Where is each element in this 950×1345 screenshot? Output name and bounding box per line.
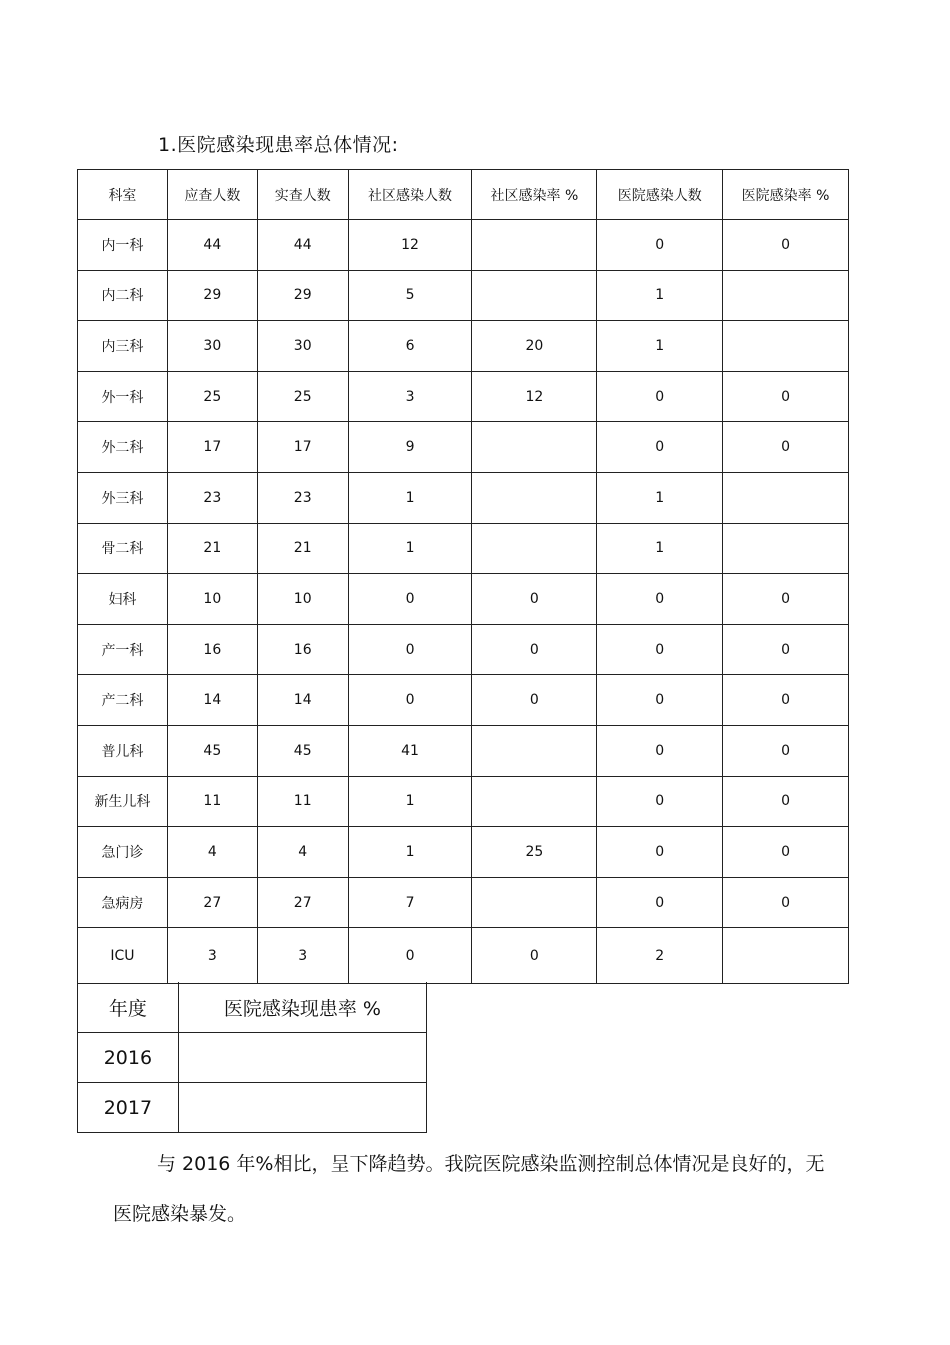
- table-cell: 1: [348, 776, 472, 827]
- department-cell: 产二科: [78, 675, 168, 726]
- table-cell: 1: [597, 523, 723, 574]
- table-cell: 16: [167, 624, 257, 675]
- table-cell: 4: [167, 827, 257, 878]
- col-header-actual: 实查人数: [257, 170, 348, 220]
- table-cell: [723, 270, 849, 321]
- table-cell: 25: [167, 371, 257, 422]
- table-cell: 0: [597, 422, 723, 473]
- table-cell: 0: [472, 675, 597, 726]
- table-cell: 11: [167, 776, 257, 827]
- table-cell: 0: [597, 725, 723, 776]
- department-cell: 外三科: [78, 472, 168, 523]
- table-cell: 0: [597, 877, 723, 928]
- table-cell: 23: [257, 472, 348, 523]
- table-cell: 27: [167, 877, 257, 928]
- table-cell: 0: [723, 574, 849, 625]
- table-cell: 0: [597, 776, 723, 827]
- table-cell: 2017: [78, 1083, 179, 1133]
- table-cell: 0: [472, 624, 597, 675]
- section-heading: 1.医院感染现患率总体情况:: [158, 134, 399, 156]
- department-cell: 外二科: [78, 422, 168, 473]
- table-cell: 0: [472, 928, 597, 984]
- table-cell: 23: [167, 472, 257, 523]
- table-cell: 44: [167, 220, 257, 271]
- table-cell: 0: [723, 371, 849, 422]
- col-header-department: 科室: [78, 170, 168, 220]
- table-cell: 30: [167, 321, 257, 372]
- table-row: [78, 725, 849, 776]
- table-row: [78, 928, 849, 984]
- summary-paragraph: 与 2016 年%相比，呈下降趋势。我院医院感染监测控制总体情况是良好的，无医院感染暴发。: [113, 1153, 825, 1225]
- table-row: [78, 574, 849, 625]
- table-cell: 3: [167, 928, 257, 984]
- table-cell: 1: [348, 827, 472, 878]
- table-row: [78, 321, 849, 372]
- table-cell: 0: [723, 220, 849, 271]
- table-cell: 0: [597, 220, 723, 271]
- table-cell: 12: [348, 220, 472, 271]
- table-row: [78, 776, 849, 827]
- table-row: [78, 877, 849, 928]
- table-header-row: [78, 170, 849, 220]
- table-cell: 0: [723, 675, 849, 726]
- table-cell: [723, 523, 849, 574]
- table-cell: 0: [723, 827, 849, 878]
- table-cell: 25: [257, 371, 348, 422]
- table-row: [78, 1083, 427, 1133]
- department-cell: 内三科: [78, 321, 168, 372]
- table-cell: 6: [348, 321, 472, 372]
- table-header-row: [78, 982, 427, 1033]
- col-header-community-rate: 社区感染率 %: [472, 170, 597, 220]
- table-cell: 25: [472, 827, 597, 878]
- table-cell: 0: [723, 725, 849, 776]
- table-cell: 10: [257, 574, 348, 625]
- table-cell: 16: [257, 624, 348, 675]
- table-cell: 20: [472, 321, 597, 372]
- department-cell: 内二科: [78, 270, 168, 321]
- table-cell: 9: [348, 422, 472, 473]
- table-cell: 3: [257, 928, 348, 984]
- table-cell: [178, 1083, 426, 1133]
- table-cell: [723, 472, 849, 523]
- table-cell: 0: [597, 371, 723, 422]
- col-header-hospital-rate: 医院感染率 %: [723, 170, 849, 220]
- table-cell: 1: [597, 270, 723, 321]
- col-header-expected: 应查人数: [167, 170, 257, 220]
- department-cell: 急门诊: [78, 827, 168, 878]
- table-cell: [723, 321, 849, 372]
- table-cell: 45: [257, 725, 348, 776]
- department-cell: ICU: [78, 928, 168, 984]
- department-cell: 产一科: [78, 624, 168, 675]
- table-cell: 3: [348, 371, 472, 422]
- table-cell: 0: [723, 776, 849, 827]
- table-cell: 41: [348, 725, 472, 776]
- table-cell: 0: [723, 624, 849, 675]
- infection-rate-table: [77, 169, 849, 984]
- table-cell: 0: [597, 574, 723, 625]
- table-cell: 2: [597, 928, 723, 984]
- table-cell: [472, 472, 597, 523]
- department-cell: 骨二科: [78, 523, 168, 574]
- table-cell: 27: [257, 877, 348, 928]
- table-cell: 14: [257, 675, 348, 726]
- table-cell: 17: [167, 422, 257, 473]
- table-cell: 30: [257, 321, 348, 372]
- table-row: [78, 827, 849, 878]
- department-cell: 普儿科: [78, 725, 168, 776]
- department-cell: 妇科: [78, 574, 168, 625]
- table-cell: 11: [257, 776, 348, 827]
- table-row: [78, 220, 849, 271]
- table-cell: [472, 270, 597, 321]
- table-cell: 14: [167, 675, 257, 726]
- table-cell: 1: [348, 472, 472, 523]
- department-cell: 急病房: [78, 877, 168, 928]
- col-header-community-count: 社区感染人数: [348, 170, 472, 220]
- table-cell: 1: [348, 523, 472, 574]
- table-row: [78, 270, 849, 321]
- table-row: [78, 422, 849, 473]
- table-cell: 21: [167, 523, 257, 574]
- table-cell: 0: [348, 928, 472, 984]
- table-cell: 12: [472, 371, 597, 422]
- table-cell: 0: [348, 574, 472, 625]
- table-cell: 0: [348, 624, 472, 675]
- table-cell: 1: [597, 472, 723, 523]
- department-cell: 外一科: [78, 371, 168, 422]
- table-cell: 10: [167, 574, 257, 625]
- table-cell: 0: [348, 675, 472, 726]
- table-cell: 29: [167, 270, 257, 321]
- col-header-year: 年度: [78, 982, 179, 1033]
- table-row: [78, 523, 849, 574]
- table-cell: [178, 1033, 426, 1083]
- table-cell: 7: [348, 877, 472, 928]
- col-header-rate: 医院感染现患率 %: [178, 982, 426, 1033]
- table-cell: [472, 422, 597, 473]
- table-cell: [472, 877, 597, 928]
- department-cell: 新生儿科: [78, 776, 168, 827]
- table-cell: 4: [257, 827, 348, 878]
- table-cell: 1: [597, 321, 723, 372]
- table-row: [78, 371, 849, 422]
- table-cell: [472, 725, 597, 776]
- table-cell: [472, 776, 597, 827]
- yearly-rate-table: [77, 982, 427, 1133]
- table-cell: 0: [472, 574, 597, 625]
- table-row: [78, 624, 849, 675]
- table-row: [78, 472, 849, 523]
- table-cell: 45: [167, 725, 257, 776]
- col-header-hospital-count: 医院感染人数: [597, 170, 723, 220]
- table-cell: 0: [723, 877, 849, 928]
- table-cell: [472, 523, 597, 574]
- table-cell: 5: [348, 270, 472, 321]
- table-cell: 21: [257, 523, 348, 574]
- table-row: [78, 675, 849, 726]
- table-cell: 0: [723, 422, 849, 473]
- table-cell: 0: [597, 675, 723, 726]
- table-cell: 29: [257, 270, 348, 321]
- table-cell: 0: [597, 827, 723, 878]
- department-cell: 内一科: [78, 220, 168, 271]
- table-cell: [723, 928, 849, 984]
- table-cell: 2016: [78, 1033, 179, 1083]
- table-cell: [472, 220, 597, 271]
- table-row: [78, 1033, 427, 1083]
- table-cell: 17: [257, 422, 348, 473]
- table-cell: 44: [257, 220, 348, 271]
- table-cell: 0: [597, 624, 723, 675]
